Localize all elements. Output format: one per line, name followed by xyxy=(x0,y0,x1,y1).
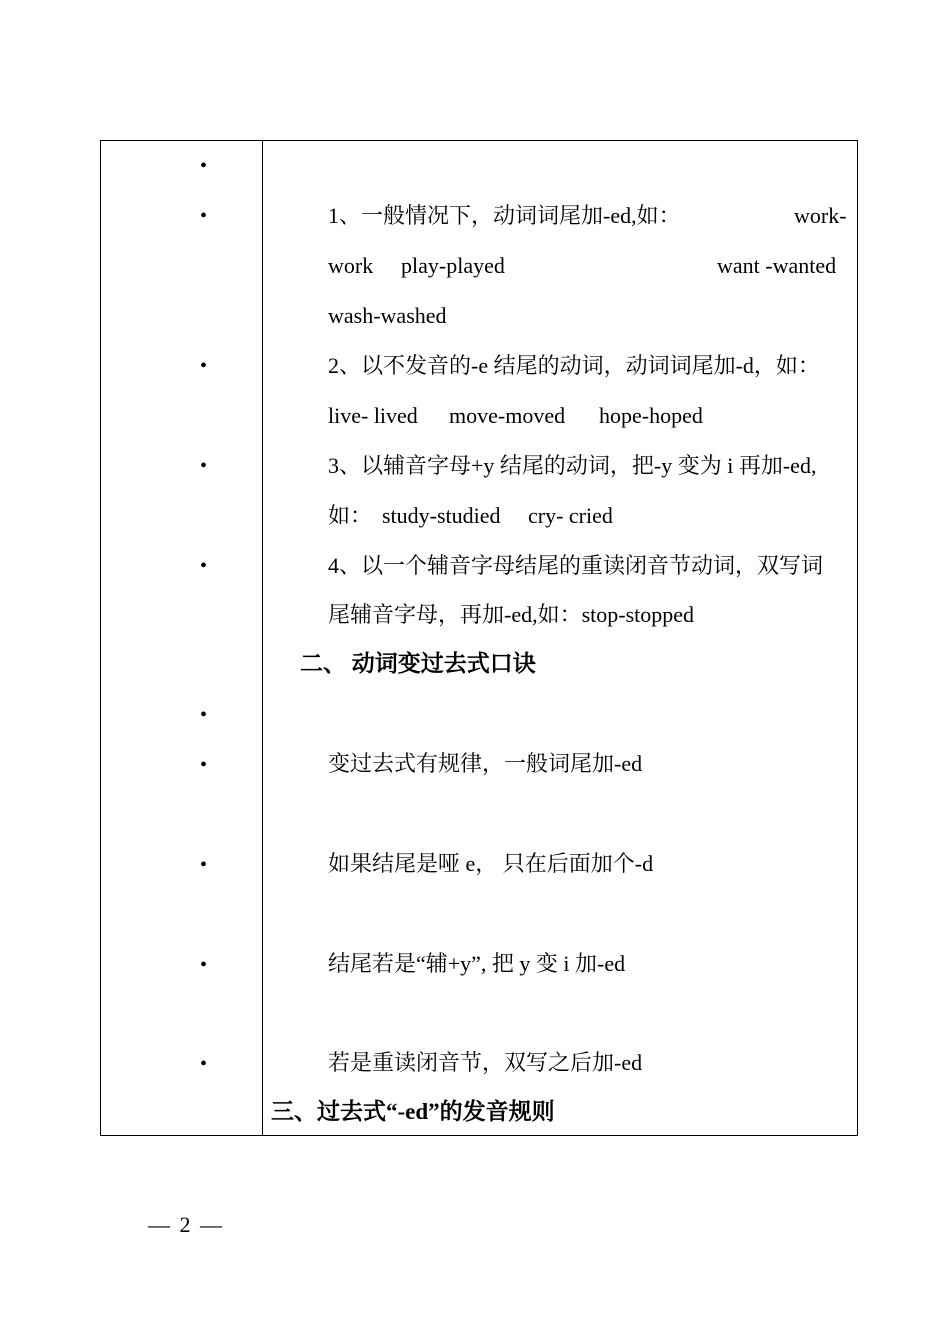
section-3-heading: 三、过去式“-ed”的发音规则 xyxy=(271,1099,555,1124)
rhyme-3-bullet xyxy=(200,955,210,975)
rule-1-example-start: work- xyxy=(794,203,847,228)
rhyme-3: 结尾若是“辅+y”, 把 y 变 i 加-ed xyxy=(328,951,626,976)
empty-bullet xyxy=(200,705,210,725)
rhyme-2-bullet xyxy=(200,855,210,875)
rhyme-2: 如果结尾是哑 e， 只在后面加个-d xyxy=(328,851,654,876)
rhyme-1-bullet xyxy=(200,755,210,775)
rule-2-text: 2、以不发音的-e 结尾的动词，动词词尾加-d，如： xyxy=(328,353,820,378)
page-number: — 2 — xyxy=(148,1212,224,1237)
rule-3-example-cry: cry- cried xyxy=(528,503,613,528)
rhyme-1: 变过去式有规律，一般词尾加-ed xyxy=(328,751,643,776)
rule-2-example-move: move-moved xyxy=(449,403,566,428)
content-table xyxy=(100,140,858,1136)
rule-3-example-label: 如： xyxy=(328,503,373,528)
empty-bullet xyxy=(200,156,210,176)
rule-2-example-hope: hope-hoped xyxy=(599,403,703,428)
rule-4-text: 4、以一个辅音字母结尾的重读闭音节动词，双写词 xyxy=(328,553,824,578)
column-divider xyxy=(262,141,263,1135)
section-2-heading: 二、 动词变过去式口诀 xyxy=(300,651,536,676)
rule-1-text: 1、一般情况下，动词词尾加-ed,如： xyxy=(328,203,681,228)
rhyme-4: 若是重读闭音节，双写之后加-ed xyxy=(328,1050,643,1075)
rule-2-example-live: live- lived xyxy=(328,403,418,428)
rule-1-example-want: want -wanted xyxy=(717,253,837,278)
rule-3-example-study: study-studied xyxy=(382,503,501,528)
rule-3-text: 3、以辅音字母+y 结尾的动词，把-y 变为 i 再加-ed, xyxy=(328,453,817,478)
rhyme-4-bullet xyxy=(200,1054,210,1074)
rule-1-example-wash: wash-washed xyxy=(328,303,447,328)
rule-2-bullet xyxy=(200,356,210,376)
rule-4-bullet xyxy=(200,556,210,576)
rule-1-example-work: work xyxy=(328,253,374,278)
rule-4-text-continued: 尾辅音字母，再加-ed,如：stop-stopped xyxy=(328,602,695,627)
rule-3-bullet xyxy=(200,456,210,476)
rule-1-example-play: play-played xyxy=(401,253,505,278)
rule-1-bullet xyxy=(200,206,210,226)
